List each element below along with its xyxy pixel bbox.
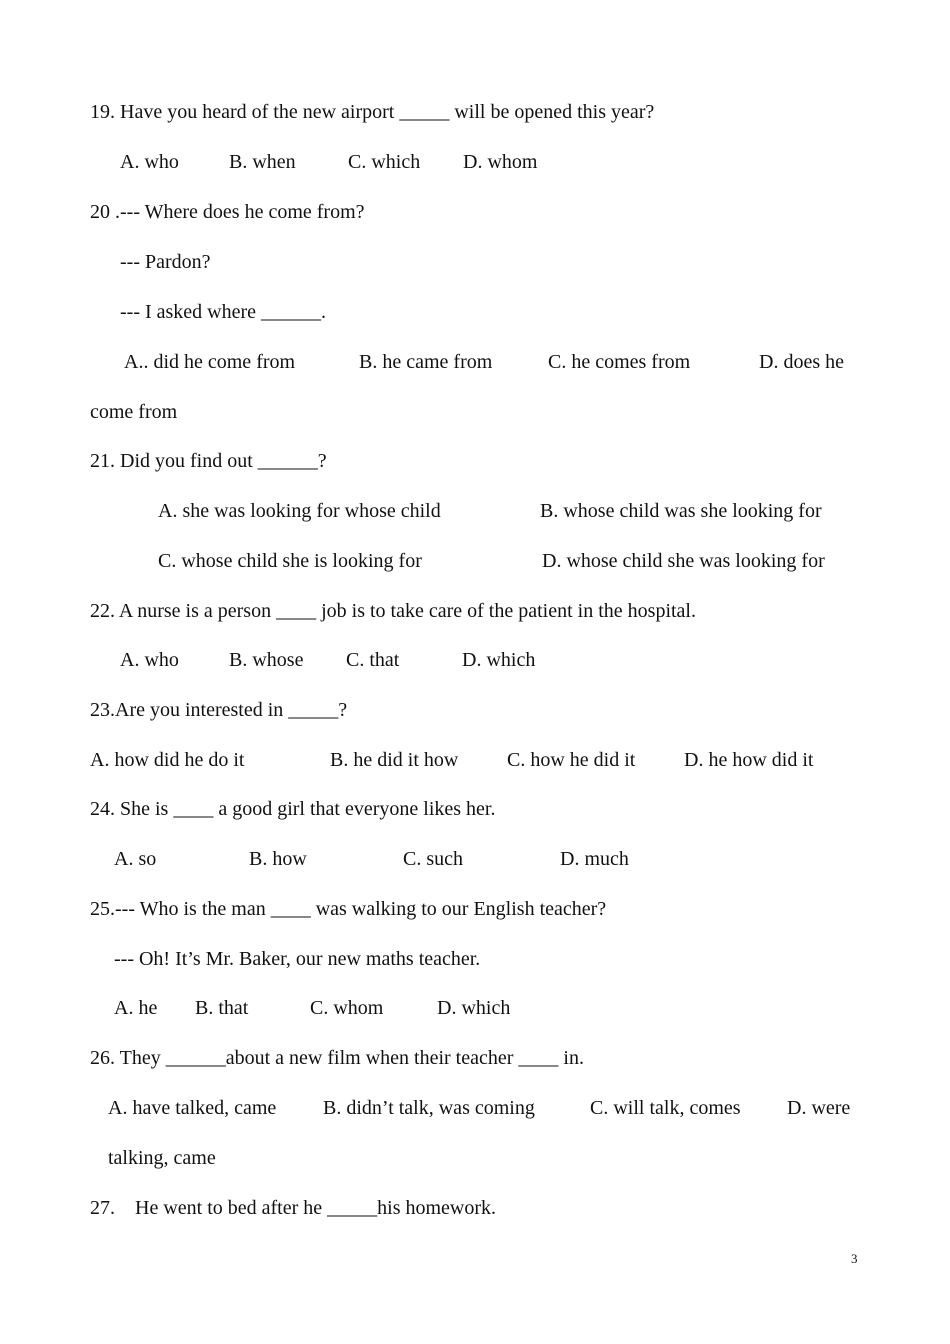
q24-option-b: B. how xyxy=(249,848,307,870)
question-19-stem: 19. Have you heard of the new airport _____ will be opened this year? xyxy=(90,101,655,123)
q22-option-c: C. that xyxy=(346,649,400,671)
q23-option-a: A. how did he do it xyxy=(90,749,245,771)
question-25-stem: 25.--- Who is the man ____ was walking to our English teacher? xyxy=(90,898,607,920)
q21-option-c: C. whose child she is looking for xyxy=(158,550,422,572)
q22-option-d: D. which xyxy=(462,649,536,671)
q22-option-b: B. whose xyxy=(229,649,304,671)
q23-option-b: B. he did it how xyxy=(330,749,459,771)
q24-option-d: D. much xyxy=(560,848,629,870)
page-number: 3 xyxy=(851,1251,858,1266)
question-27-stem: 27. He went to bed after he _____his homework. xyxy=(90,1197,497,1219)
q25-option-b: B. that xyxy=(195,997,249,1019)
q26-option-c: C. will talk, comes xyxy=(590,1097,741,1119)
q23-option-c: C. how he did it xyxy=(507,749,636,771)
question-26-stem: 26. They ______about a new film when their teacher ____ in. xyxy=(90,1047,584,1069)
q23-option-d: D. he how did it xyxy=(684,749,814,771)
question-22-stem: 22. A nurse is a person ____ job is to take care of the patient in the hospital. xyxy=(90,600,696,622)
q19-option-b: B. when xyxy=(229,151,296,173)
q25-option-d: D. which xyxy=(437,997,511,1019)
question-20-stem: 20 .--- Where does he come from? xyxy=(90,201,365,223)
q21-option-d: D. whose child she was looking for xyxy=(542,550,825,572)
q25-option-c: C. whom xyxy=(310,997,384,1019)
q20-dialog-line-3: --- I asked where ______. xyxy=(120,301,327,323)
q20-option-d: D. does he xyxy=(759,351,844,373)
q19-option-c: C. which xyxy=(348,151,421,173)
question-23-stem: 23.Are you interested in _____? xyxy=(90,699,348,721)
q21-option-a: A. she was looking for whose child xyxy=(158,500,441,522)
q24-option-c: C. such xyxy=(403,848,463,870)
q20-option-c: C. he comes from xyxy=(548,351,691,373)
q20-option-d-wrap: come from xyxy=(90,401,178,423)
q25-option-a: A. he xyxy=(114,997,158,1019)
q26-option-d: D. were xyxy=(787,1097,851,1119)
q26-option-d-wrap: talking, came xyxy=(108,1147,216,1169)
q20-option-a: A.. did he come from xyxy=(124,351,296,373)
q20-option-b: B. he came from xyxy=(359,351,493,373)
q21-option-b: B. whose child was she looking for xyxy=(540,500,822,522)
question-24-stem: 24. She is ____ a good girl that everyone likes her. xyxy=(90,798,496,820)
q26-option-b: B. didn’t talk, was coming xyxy=(323,1097,535,1119)
q26-option-a: A. have talked, came xyxy=(108,1097,277,1119)
q24-option-a: A. so xyxy=(114,848,157,870)
question-21-stem: 21. Did you find out ______? xyxy=(90,450,327,472)
q22-option-a: A. who xyxy=(120,649,179,671)
q25-dialog-line-2: --- Oh! It’s Mr. Baker, our new maths teacher. xyxy=(114,948,481,970)
q20-dialog-line-2: --- Pardon? xyxy=(120,251,211,273)
q19-option-d: D. whom xyxy=(463,151,538,173)
q19-option-a: A. who xyxy=(120,151,179,173)
